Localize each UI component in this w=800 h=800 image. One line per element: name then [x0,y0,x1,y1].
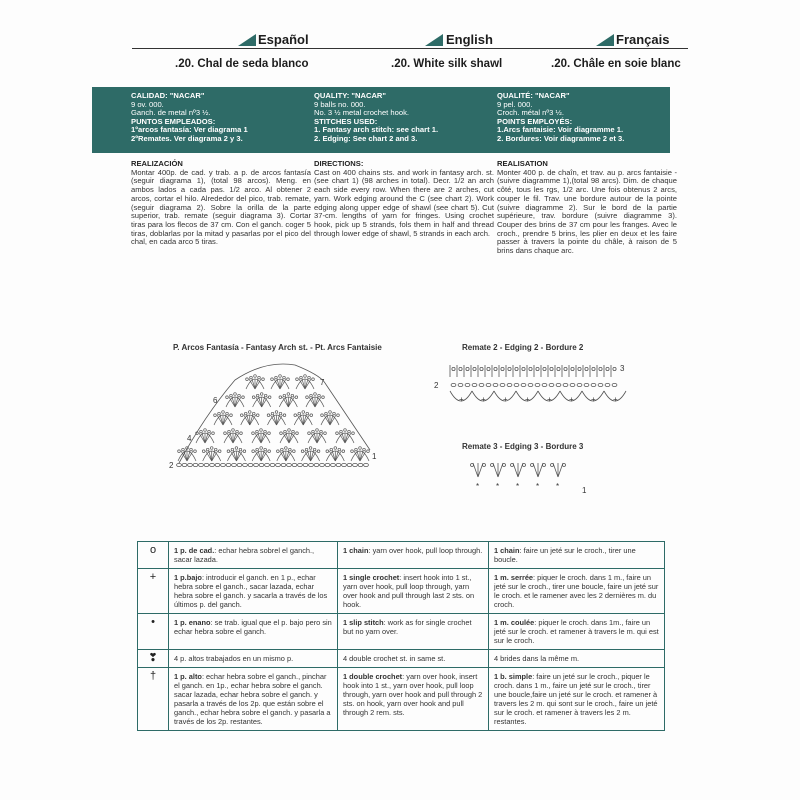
arch-stitch-diagram [165,355,405,480]
slip-stitch-symbol-icon: • [151,616,155,628]
chain-stitch-mark [243,463,248,466]
materials-fr: QUALITÉ: "NACAR" 9 pel. 000. Croch. métal nº3 ½. POINTS EMPLOYÉS: 1.Arcs fantaisie: Voir diagramme 1. 2. Bordures: Voir diagramme 2 et 3. [497,91,625,143]
legend-es-cell: 1 p. de cad.: echar hebra sobrel el ganch., sacar lazada. [169,542,338,569]
legend-en-cell: 1 double crochet: yarn over hook, insert hook into 1 st., yarn over hook, pull loop through, yarn over hook and pull through 2 sts. on hook, yarn over hook and pull through 2 rem. sts. [338,668,489,731]
fan-stitch-mark [252,429,271,443]
legend-en-cell: 4 double crochet st. in same st. [338,650,489,668]
svg-text:*: * [496,482,500,491]
chain-stitch-mark [226,463,231,466]
legend-es-cell: 1 p.bajo: introducir el ganch. en 1 p., echar hebra sobre el ganch., sacar lazada, echar hebra sobre el ganch. y sacarla a través de los últimos p. del ganch. [169,569,338,614]
chain-stitch-mark [364,463,369,466]
edging3-row-label-1: 1 [582,486,587,495]
legend-en-cell: 1 chain: yarn over hook, pull loop through. [338,542,489,569]
svg-text:+: + [547,395,552,404]
chain-stitch-mark [210,463,215,466]
flag-icon [425,34,443,46]
materials-es: CALIDAD: "NACAR" 9 ov. 000. Ganch. de metal nº3 ½. PUNTOS EMPLEADOS: 1ºarcos fantasía: Ver diagrama 1 2ºRemates. Ver diagrama 2 y 3. [131,91,248,143]
chain-stitch-mark [309,463,314,466]
arch-diagram-title: P. Arcos Fantasía - Fantasy Arch st. - Pt. Arcs Fantaisie [173,343,382,352]
fan-stitch-mark [296,375,315,389]
fan-stitch-mark [240,411,259,425]
instructions-fr: REALISATION Monter 400 p. de chaîn, et trav. au p. arcs fantaisie - (suivre diagramme 1),(total 98 arcs). Dim. de chaque côté, tous les rgs, 1/2 arc. Une fois obtenus 2 arcs, couper le fil. Trav. une bordure autour de la pointe (suivre diagramme 2). Sur le bord de la partie supérieure, trav. bordure (suivre diagramme 3). Couper des brins de 37 cm pour les franges. Avec le croch., prendre 5 brins, les plier en deux et les faire passer à travers la pointe du châle, à raison de 5 brins dans chaque arc. [497,159,677,256]
fan-stitch-mark [308,429,327,443]
svg-text:+: + [613,395,618,404]
legend-row [138,569,665,614]
svg-text:+: + [525,395,530,404]
fan-stitch-mark [214,411,233,425]
chain-stitch-mark [325,463,330,466]
fan-stitch-mark [196,429,215,443]
chain-stitch-mark [265,463,270,466]
legend-es-cell: 4 p. altos trabajados en un mismo p. [169,650,338,668]
chain-stitch-mark [331,463,336,466]
edging2-row-label-3: 3 [620,364,625,373]
chain-stitch-mark [215,463,220,466]
svg-text:+: + [481,395,486,404]
legend-es-cell: 1 p. enano: se trab. igual que el p. bajo pero sin echar hebra sobre el ganch. [169,614,338,650]
fan-stitch-mark [202,447,221,461]
chain-stitch-mark [292,463,297,466]
edging2-row-label-2: 2 [434,381,439,390]
fan-stitch-mark [252,393,271,407]
flag-icon [596,34,614,46]
chain-stitch-mark [303,463,308,466]
svg-text:+: + [503,395,508,404]
chain-stitch-mark [314,463,319,466]
row-label-2: 2 [169,461,174,470]
title-es: .20. Chal de seda blanco [175,58,309,70]
fan-stitch-mark [252,447,271,461]
fan-stitch-mark [271,375,290,389]
svg-text:*: * [476,482,480,491]
svg-text:+: + [459,395,464,404]
chain-stitch-mark [259,463,264,466]
chain-stitch-mark [182,463,187,466]
chain-stitch-mark [342,463,347,466]
chain-symbol-icon: o [149,544,157,556]
fan-stitch-mark [279,393,298,407]
chain-stitch-mark [270,463,275,466]
legend-fr-cell: 1 m. serrée: piquer le croch. dans 1 m., faire un jeté sur le croch., tirer une boucle, faire un jeté sur le croch. et le ramener avec les 2 dernières m. du croch. [489,569,665,614]
edging3-diagram [470,455,610,500]
fan-stitch-mark [246,375,265,389]
chain-stitch-mark [221,463,226,466]
chain-stitch-mark [276,463,281,466]
svg-text:+: + [591,395,596,404]
title-fr: .20. Châle en soie blanc [551,58,681,70]
fan-stitch-mark [227,447,246,461]
chain-stitch-mark [232,463,237,466]
legend-row [138,614,665,650]
chain-stitch-mark [199,463,204,466]
legend-en-cell: 1 slip stitch: work as for single crochet but no yarn over. [338,614,489,650]
flag-icon [238,34,256,46]
fan-stitch-mark [351,447,370,461]
edging3-diagram-title: Remate 3 - Edging 3 - Bordure 3 [462,442,584,451]
legend-fr-cell: 1 m. coulée: piquer le croch. dans 1m., faire un jeté sur le croch. et ramener à travers le m. qui est sur le croch. [489,614,665,650]
legend-row [138,668,665,731]
materials-en: QUALITY: "NACAR" 9 balls no. 000. No. 3 ½ metal crochet hook. STITCHES USED: 1. Fantasy arch stitch: see chart 1. 2. Edging: See chart 2 and 3. [314,91,439,143]
chain-stitch-mark [248,463,253,466]
fan-symbol-icon: ❣ [148,652,158,664]
edging3-fan-mark [531,463,546,477]
legend-en-cell: 1 single crochet: insert hook into 1 st., yarn over hook, pull loop through, yarn over hook and pull through last 2 sts. on hook. [338,569,489,614]
chain-stitch-mark [358,463,363,466]
fan-stitch-mark [326,447,345,461]
chain-stitch-mark [193,463,198,466]
legend-row [138,650,665,668]
fan-stitch-mark [306,393,325,407]
fan-stitch-mark [301,447,320,461]
row-label-1: 1 [372,452,377,461]
fan-stitch-mark [294,411,313,425]
chain-stitch-mark [336,463,341,466]
chain-stitch-mark [281,463,286,466]
fan-stitch-mark [280,429,299,443]
edging3-fan-mark [471,463,486,477]
chain-stitch-mark [298,463,303,466]
chain-stitch-mark [188,463,193,466]
edging3-fan-mark [511,463,526,477]
fan-stitch-mark [277,447,296,461]
chain-stitch-mark [287,463,292,466]
chain-stitch-mark [320,463,325,466]
edging3-fan-mark [491,463,506,477]
svg-text:*: * [516,482,520,491]
row-label-7: 7 [320,378,325,387]
stitch-legend-table [137,541,665,731]
legend-fr-cell: 1 chain: faire un jeté sur le croch., tirer une boucle. [489,542,665,569]
edging2-diagram [430,355,630,415]
row-label-6: 6 [213,396,218,405]
pattern-page: Español English Français .20. Chal de seda blanco .20. White silk shawl .20. Châle en soie blanc CALIDAD: "NACAR" 9 ov. 000. Ganch. de metal nº3 ½. PUNTOS EMPLEADOS: 1ºarcos fantasía: Ver diagrama 1 2ºRemates. Ver diagrama 2 y 3. QUALITY: "NACAR" 9 balls no. 000. No. 3 ½ metal crochet hook. STITCHES USED: 1. Fantasy arch stitch: see chart 1. 2. Edging: See chart 2 and 3. QUALITÉ: "NACAR" 9 pel. 000. Croch. métal nº3 ½. POINTS EMPLOYÉS: 1.Arcs fantaisie: Voir diagramme 1. 2. Bordures: Voir diagramme 2 et 3. REALIZACIÓN Montar 400p. de cad. y trab. a p. de arcos fantasía (seguir diagrama 1), (total 98 arcos). Meng. en ambos lados a cada pas. 1/2 arco. Al obtener 2 arcos, cortar el hilo. Alrededor del pico, trab. remate, (seguir diagrama 2). Sobre la orilla de la parte superior, trab. remate (seguir diagrama 3). Cortar tiras para los flecos de 37 cm. Con el ganch. coger 5 tiras, doblarlas por la mitad y pasarlas por el pico del chal, en cada arco 5 tiras. DIRECTIONS: Cast on 400 chains sts. and work in fantasy arch. st. (see chart 1) (98 arches in total). Decr. 1/2 an arch each side every row. When there are 2 arches, cut yarn. Work edging around the C (see chart 2). Work edging along upper edge of shawl (see chart 5). Cut 37-cm. lengths of yarn for fringes. Using crochet hook, pick up 5 strands, fols them in half and thread through lower edge of shawl, 5 strands in each arch. REALISATION Monter 400 p. de chaîn, et trav. au p. arcs fantaisie - (suivre diagramme 1),(total 98 arcs). Dim. de chaque côté, tous les rgs, 1/2 arc. Une fois obtenus 2 arcs, couper le fil. Trav. une bordure autour de la pointe (suivre diagramme 2). Sur le bord de la partie supérieure, trav. bordure (suivre diagramme 3). Couper des brins de 37 cm pour les franges. Avec le croch., prendre 5 brins, les plier en deux et les faire passer à travers la pointe du châle, à raison de 5 brins dans chaque arc. P. Arcos Fantasía - Fantasy Arch st. - Pt. Arcs Fantaisie Remate 2 - Edging 2 - Bordure 2 Remate 3 - Edging 3 - Bordure 3 2 1 4 6 7 + + + + + + + + 2 3 * * * * * 1 o 1 p. de cad.: echar hebra sobrel el ganch., sacar lazada. 1 chain: yarn over hook, pull loop through. 1 chain: faire un jeté sur le croch., tirer une boucle. + 1 p.bajo: introducir el ganch. en 1 p., echar hebra sobre el ganch., sacar lazada, echar hebra sobre el ganch. y sacarla a través de los últimos p. del ganch. 1 single crochet: insert hook into 1 st., yarn over hook, pull loop through, yarn over hook and pull through last 2 sts. on hook. 1 m. serrée: piquer le croch. dans 1 m., faire un jeté sur le croch., tirer une boucle, faire un jeté sur le croch. et le ramener avec les 2 dernières m. du croch. • 1 p. enano: se trab. igual que el p. bajo pero sin echar hebra sobre el ganch. 1 slip stitch: work as for single crochet but no yarn over. 1 m. coulée: piquer le croch. dans 1m., faire un jeté sur le croch. et ramener à travers le m. qui est sur le croch. ❣ 4 p. altos trabajados en un mismo p. 4 double crochet st. in same st. 4 brides dans la même m. † 1 p. alto: echar hebra sobre el ganch., pinchar el ganch. en 1p., echar hebra sobre el ganch. sacar lazada, echar hebra sobre el ganch. y pasarla a través de los 2p. que están sobre el ganch., echar hebra sobre el ganch. y pasarla a través de los 2p. restantes. 1 double crochet: yarn over hook, insert hook into 1 st., yarn over hook, pull loop through, yarn over hook and pull through 2 sts. on hook, yarn over hook and pull through 2 rem. sts. 1 b. simple: faire un jeté sur le croch., piquer le croch. dans 1 m., faire un jeté sur le croch., tirer une boucle,faire un jeté sur le croch. et ramener à travers les 2 m. qui sont sur le croch., faire un jeté sur le croch. et ramener à travers les 2 m. restantes. [0,0,800,800]
edging3-fan-mark [551,463,566,477]
svg-text:+: + [569,395,574,404]
chain-stitch-mark [353,463,358,466]
fan-stitch-mark [336,429,355,443]
svg-text:*: * [556,482,560,491]
single-crochet-symbol-icon: + [149,571,157,583]
legend-fr-cell: 1 b. simple: faire un jeté sur le croch., piquer le croch. dans 1 m., faire un jeté sur le croch., tirer une boucle,faire un jeté sur le croch. et ramener à travers les 2 m. qui sont sur le croch., faire un jeté sur le croch. et ramener à travers les 2 m. restantes. [489,668,665,731]
chain-stitch-mark [254,463,259,466]
chain-stitch-mark [237,463,242,466]
title-en: .20. White silk shawl [391,58,503,70]
chain-stitch-mark [204,463,209,466]
fan-stitch-mark [224,429,243,443]
legend-row [138,542,665,569]
edging2-diagram-title: Remate 2 - Edging 2 - Bordure 2 [462,343,584,352]
legend-fr-cell: 4 brides dans la même m. [489,650,665,668]
row-label-4: 4 [187,434,192,443]
instructions-es: REALIZACIÓN Montar 400p. de cad. y trab. a p. de arcos fantasía (seguir diagrama 1), (total 98 arcos). Meng. en ambos lados a cada pas. 1/2 arco. Al obtener 2 arcos, cortar el hilo. Alrededor del pico, trab. remate, (seguir diagrama 2). Sobre la orilla de la parte superior, trab. remate (seguir diagrama 3). Cortar tiras para los flecos de 37 cm. Con el ganch. coger 5 tiras, doblarlas por la mitad y pasarlas por el pico del chal, en cada arco 5 tiras. [131,159,311,247]
chain-stitch-mark [177,463,182,466]
fan-stitch-mark [226,393,245,407]
chain-stitch-mark [347,463,352,466]
legend-es-cell: 1 p. alto: echar hebra sobre el ganch., pinchar el ganch. en 1p., echar hebra sobre el ganch. sacar lazada, echar hebra sobre el ganch. y pasarla a través de los 2p. que están sobre el ganch., echar hebra sobre el ganch. y pasarla a través de los 2p. restantes. [169,668,338,731]
fan-stitch-mark [321,411,340,425]
instructions-en: DIRECTIONS: Cast on 400 chains sts. and work in fantasy arch. st. (see chart 1) (98 arches in total). Decr. 1/2 an arch each side every row. When there are 2 arches, cut yarn. Work edging around the C (see chart 2). Work edging along upper edge of shawl (see chart 5). Cut 37-cm. lengths of yarn for fringes. Using crochet hook, pick up 5 strands, fols them in half and thread through lower edge of shawl, 5 strands in each arch. [314,159,494,238]
fan-stitch-mark [267,411,286,425]
svg-text:*: * [536,482,540,491]
double-crochet-symbol-icon: † [149,670,157,682]
